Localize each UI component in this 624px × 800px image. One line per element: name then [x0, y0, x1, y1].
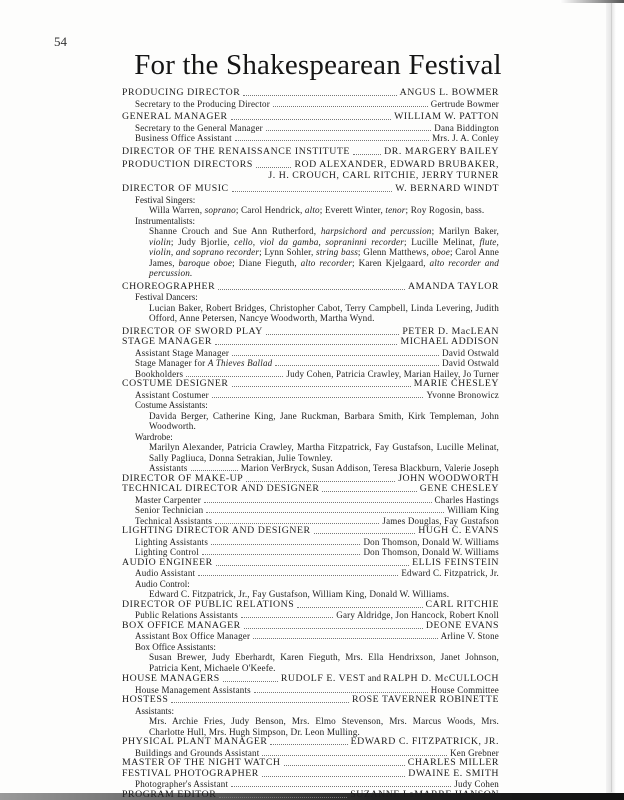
leader-dots	[231, 118, 392, 120]
leader-dots	[273, 105, 428, 107]
credit-value: ANGUS L. BOWMER	[399, 87, 499, 98]
performer-role: baroque oboe	[178, 257, 233, 268]
performer-name: Judy Bjorlie,	[178, 236, 235, 247]
leader-dots	[202, 553, 361, 555]
leader-dots	[211, 543, 360, 545]
performer-name: Diane Fieguth,	[238, 257, 301, 268]
credit-physical-plant	[122, 737, 499, 748]
sub-credit-value: Don Thomson, Donald W. Williams	[363, 547, 499, 557]
leader-dots	[223, 680, 278, 682]
sub-credit-label: Buildings and Grounds Assistant	[135, 747, 260, 758]
credit-producing-director	[122, 88, 499, 99]
leader-dots	[232, 354, 439, 356]
credit-label: DIRECTOR OF MUSIC	[122, 183, 229, 194]
credit-label: GENERAL MANAGER	[122, 111, 228, 122]
top-corner-shadow	[560, 0, 624, 3]
separator: ;	[170, 236, 179, 247]
credit-value: DEONE EVANS	[425, 619, 499, 631]
leader-dots	[253, 637, 437, 639]
instrumentalists-list	[122, 226, 499, 279]
sub-credit-label: Assistants	[149, 463, 188, 473]
sub-credit-value: Judy Cohen, Patricia Crawley, Marian Hailey, Jo Turner	[286, 368, 499, 379]
sub-credit-value: William King	[447, 505, 499, 515]
performer-role: oboe	[431, 247, 450, 257]
singers-list	[122, 205, 499, 216]
wardrobe-list: Marilyn Alexander, Patricia Crawley, Martha Fitzpatrick, Fay Gustafson, Lucille Melinat, Sally Pagliuca, Donna Setrakian, Julie Townley.	[149, 442, 499, 463]
performer-role: alto recorder and percussion.	[149, 257, 499, 278]
performer-name: Marilyn Baker,	[438, 226, 499, 236]
leader-dots	[244, 627, 423, 629]
performer-role: string bass	[316, 247, 358, 257]
leader-dots	[212, 396, 424, 398]
leader-dots	[215, 522, 379, 524]
sub-credit-label	[135, 358, 272, 369]
leader-dots	[232, 385, 411, 387]
leader-dots	[353, 153, 381, 155]
sub-credit	[122, 505, 499, 516]
credit-value: SUZANNE LaMARRE HANSON	[350, 788, 499, 800]
leader-dots	[246, 480, 395, 482]
separator: ;	[235, 205, 241, 215]
credit-label: DIRECTOR OF THE RENAISSANCE INSTITUTE	[122, 145, 350, 157]
leader-dots	[232, 190, 393, 192]
separator: ;	[405, 205, 411, 215]
group-heading-wardrobe: Wardrobe:	[135, 431, 173, 442]
credit-label: COSTUME DESIGNER	[122, 378, 229, 389]
credit-label: PROGRAM EDITOR	[122, 788, 217, 800]
group-heading-dancers: Festival Dancers:	[135, 292, 198, 302]
sub-credit-label: Technical Assistants	[135, 515, 213, 526]
sub-credit-value: Mrs. J. A. Conley	[432, 133, 499, 143]
play-title: A Thieves Ballad	[207, 358, 273, 368]
credit-value: MICHAEL ADDISON	[400, 336, 499, 347]
leader-dots	[243, 94, 396, 96]
group-heading-audio-control: Audio Control:	[135, 578, 190, 589]
sub-credit	[122, 779, 499, 790]
costume-assistants-list: Davida Berger, Catherine King, Jane Ruckman, Barbara Smith, Kirk Templeman, John Woodworth.	[149, 410, 499, 431]
sub-credit-value: James Douglas, Fay Gustafson	[382, 515, 499, 526]
page-title: For the Shakespearean Festival	[134, 49, 502, 81]
leader-dots	[266, 333, 399, 335]
sub-credit-value: Dana Biddington	[434, 122, 499, 133]
leader-dots	[241, 616, 333, 618]
sub-credit-value: Arline V. Stone	[440, 631, 499, 641]
performer-name: Roy Rogosin, bass.	[410, 205, 485, 215]
sub-credit-label: Assistant Box Office Manager	[135, 631, 251, 641]
leader-dots	[262, 775, 405, 777]
leader-dots	[314, 532, 416, 534]
page-edge-shadow	[606, 0, 624, 800]
sub-credit-value: Ken Grebner	[450, 747, 499, 758]
sub-credit	[122, 610, 499, 621]
sub-credit-label: Lighting Control	[135, 547, 199, 557]
performer-name: Carol Anne James,	[149, 247, 499, 268]
leader-dots	[275, 364, 439, 366]
credit-label: DIRECTOR OF PUBLIC RELATIONS	[122, 598, 295, 610]
performer-name: Lynn Sohler,	[264, 247, 317, 257]
credit-value: ELLIS FEINSTEIN	[412, 556, 499, 568]
sub-credit-label: House Management Assistants	[135, 684, 251, 695]
sub-credit-label: Assistant Costumer	[135, 389, 209, 400]
sub-credit-label: Audio Assistant	[135, 568, 196, 578]
group-heading-instrumentalists: Instrumentalists:	[135, 215, 195, 226]
credit-value: MARIE CHESLEY	[413, 378, 499, 389]
sub-credit	[122, 358, 499, 369]
credit-label: PHYSICAL PLANT MANAGER	[122, 736, 268, 747]
sub-credit	[122, 495, 499, 506]
sub-credit	[122, 537, 499, 548]
dancers-list: Lucian Baker, Robert Bridges, Christopher Cabot, Terry Campbell, Linda Levering, Judith Offord, Anne Petersen, Nancye Woodworth, Martha Wynd.	[149, 302, 499, 323]
credit-value: GENE CHESLEY	[419, 483, 499, 494]
sub-credit-label: Business Office Assistant	[135, 133, 232, 143]
credit-label: DIRECTOR OF MAKE-UP	[122, 472, 244, 484]
credit-label: CHOREOGRAPHER	[122, 280, 216, 292]
credit-value: CARL RITCHIE	[425, 598, 499, 610]
sub-credit-value: Yvonne Bronowicz	[426, 389, 499, 400]
credit-audio-engineer	[122, 558, 499, 569]
credit-house-managers	[122, 673, 499, 685]
sub-credit-label: Public Relations Assistants	[135, 610, 238, 620]
leader-dots	[297, 606, 422, 608]
credit-director-of-music	[122, 184, 499, 195]
sub-credit	[122, 133, 499, 144]
performer-name: Karen Kjelgaard,	[358, 257, 430, 268]
hostess-assistants-list: Mrs. Archie Fries, Judy Benson, Mrs. Elmo Stevenson, Mrs. Marcus Woods, Mrs. Charlotte Hull, Mrs. Hugh Simpson, Dr. Leon Mulling.	[149, 716, 499, 737]
label-prefix: Stage Manager for	[135, 358, 208, 368]
sub-credit-label: Master Carpenter	[135, 494, 201, 505]
credit-label: HOSTESS	[122, 694, 169, 705]
group-heading-box-office-assistants: Box Office Assistants:	[135, 641, 216, 652]
credit-lighting-director	[122, 526, 499, 537]
separator: ;	[449, 247, 456, 257]
credit-night-watch	[122, 758, 499, 769]
credit-label: DIRECTOR OF SWORD PLAY	[122, 325, 263, 337]
group-heading-costume-assistants: Costume Assistants:	[135, 400, 208, 410]
leader-dots	[254, 691, 428, 693]
credit-program-editor	[122, 790, 499, 800]
separator: ;	[232, 257, 239, 268]
credit-value: EDWARD C. FITZPATRICK, JR.	[350, 736, 499, 747]
credit-value: DR. MARGERY BAILEY	[384, 145, 499, 157]
credit-hostess	[122, 695, 499, 706]
credit-stage-manager	[122, 337, 499, 348]
leader-dots	[191, 469, 238, 471]
leader-dots	[216, 564, 409, 566]
sub-credit	[122, 547, 499, 558]
credit-value: AMANDA TAYLOR	[407, 280, 499, 292]
sub-credit-value: Gary Aldridge, Jon Hancock, Robert Knoll	[336, 610, 499, 620]
credit-box-office-manager	[122, 621, 499, 632]
sub-credit-value: Marion VerBryck, Susan Addison, Teresa Blackburn, Valerie Joseph	[240, 463, 499, 473]
sub-credit	[122, 463, 499, 474]
credit-label: FESTIVAL PHOTOGRAPHER	[122, 767, 259, 779]
sub-credit	[122, 631, 499, 642]
sub-credit-label: Assistant Stage Manager	[135, 347, 230, 358]
sub-credit-label: Secretary to the Producing Director	[135, 98, 270, 109]
page-number: 54	[54, 34, 67, 49]
credit-label: PRODUCING DIRECTOR	[122, 87, 241, 98]
separator: ;	[431, 226, 439, 236]
credit-value: JOHN WOODWORTH	[398, 472, 499, 484]
separator: ;	[352, 257, 359, 268]
performer-role: soprano	[204, 205, 236, 215]
sub-credit	[122, 123, 499, 134]
credit-choreographer	[122, 282, 499, 293]
box-office-assistants-list: Susan Brewer, Judy Eberhardt, Karen Fieguth, Mrs. Ella Hendrixson, Janet Johnson, Patricia Kent, Michaele O'Keefe.	[149, 652, 499, 673]
performer-name: Shanne Crouch and Sue Ann Rutherford,	[149, 226, 321, 236]
credit-label: BOX OFFICE MANAGER	[122, 619, 241, 631]
leader-dots	[171, 701, 349, 703]
leader-dots	[235, 139, 429, 141]
sub-credit-value: Edward C. Fitzpatrick, Jr.	[401, 568, 499, 578]
performer-role: violin	[149, 236, 171, 247]
sub-credit-value: David Ostwald	[442, 358, 499, 368]
performer-name: Glenn Matthews,	[363, 247, 432, 257]
conjunction: and	[365, 673, 384, 683]
credit-value	[281, 673, 499, 685]
credit-photographer	[122, 769, 499, 780]
credit-value: CHARLES MILLER	[407, 757, 499, 768]
performer-role: alto recorder	[300, 257, 353, 268]
sub-credit	[122, 348, 499, 359]
credit-technical-director	[122, 484, 499, 495]
credit-renaissance-institute	[122, 147, 499, 158]
sub-credit-label: Senior Technician	[135, 505, 204, 515]
credit-value: DWAINE E. SMITH	[408, 767, 499, 779]
leader-dots	[270, 743, 347, 745]
performer-name: Willa Warren,	[149, 205, 205, 215]
sub-credit	[122, 99, 499, 110]
staff-listing	[122, 88, 499, 800]
credit-label: MASTER OF THE NIGHT WATCH	[122, 757, 281, 768]
credit-production-directors	[122, 160, 499, 171]
credit-value: W. BERNARD WINDT	[395, 183, 499, 194]
house-manager-b: RALPH D. McCULLOCH	[383, 673, 499, 684]
leader-dots	[215, 343, 398, 345]
leader-dots	[262, 754, 447, 756]
credit-label: STAGE MANAGER	[122, 336, 212, 347]
separator: ;	[319, 205, 325, 215]
credit-label: AUDIO ENGINEER	[122, 556, 213, 568]
credit-label: LIGHTING DIRECTOR AND DESIGNER	[122, 525, 311, 536]
leader-dots	[219, 796, 347, 798]
sub-credit-value: David Ostwald	[442, 347, 499, 358]
group-heading-hostess-assistants: Assistants:	[135, 705, 175, 716]
sub-credit-value: Gertrude Bowmer	[430, 98, 499, 109]
sub-credit-value: House Committee	[430, 684, 499, 695]
leader-dots	[256, 166, 292, 168]
credit-general-manager	[122, 112, 499, 123]
leader-dots	[206, 511, 444, 513]
house-manager-a: RUDOLF E. VEST	[280, 673, 366, 684]
leader-dots	[218, 288, 405, 290]
sub-credit-label: Lighting Assistants	[135, 536, 209, 547]
performer-name: Lucille Melinat,	[411, 236, 480, 247]
leader-dots	[266, 129, 431, 131]
separator: ;	[403, 236, 412, 247]
credit-value: HUGH C. EVANS	[418, 525, 499, 536]
credit-public-relations	[122, 600, 499, 611]
leader-dots	[284, 764, 405, 766]
sub-credit-label: Photographer's Assistant	[135, 779, 229, 789]
performer-name: Everett Winter,	[324, 205, 386, 215]
credit-costume-designer	[122, 379, 499, 390]
leader-dots	[186, 375, 283, 377]
credit-label: HOUSE MANAGERS	[122, 673, 220, 684]
separator: ;	[357, 247, 364, 257]
credit-value-continued: J. H. CROUCH, CARL RITCHIE, JERRY TURNER	[268, 169, 499, 181]
credit-value: ROD ALEXANDER, EDWARD BRUBAKER,	[294, 159, 499, 170]
sub-credit	[122, 568, 499, 579]
leader-dots	[198, 574, 398, 576]
performer-role: alto	[304, 205, 320, 215]
group-heading-singers: Festival Singers:	[135, 194, 196, 205]
credit-value: WILLIAM W. PATTON	[394, 111, 499, 122]
sub-credit-value: Don Thomson, Donald W. Williams	[363, 536, 499, 547]
sub-credit-label: Bookholders	[135, 368, 184, 379]
leader-dots	[322, 490, 416, 492]
credit-label: TECHNICAL DIRECTOR AND DESIGNER	[122, 483, 320, 494]
performer-role: flute, violin, and soprano recorder	[149, 236, 499, 257]
sub-credit-label: Secretary to the General Manager	[135, 122, 263, 133]
sub-credit	[122, 390, 499, 401]
credit-value: ROSE TAVERNER ROBINETTE	[351, 694, 499, 705]
performer-role: tenor	[385, 205, 406, 215]
performer-name: Carol Hendrick,	[241, 205, 305, 215]
credit-label: PRODUCTION DIRECTORS	[122, 159, 253, 170]
credit-value: PETER D. MacLEAN	[402, 325, 499, 337]
sub-credit-value: Charles Hastings	[434, 494, 499, 505]
performer-role: cello, viol da gamba, sopraninni recorder	[234, 236, 404, 247]
leader-dots	[204, 501, 432, 503]
leader-dots	[231, 785, 451, 787]
performer-role: harpsichord and percussion	[320, 226, 432, 236]
page-edge-line	[611, 0, 612, 792]
audio-control-list: Edward C. Fitzpatrick, Jr., Fay Gustafson, William King, Donald W. Williams.	[149, 589, 450, 599]
sub-credit-value: Judy Cohen	[454, 779, 499, 789]
separator: ;	[259, 247, 265, 257]
